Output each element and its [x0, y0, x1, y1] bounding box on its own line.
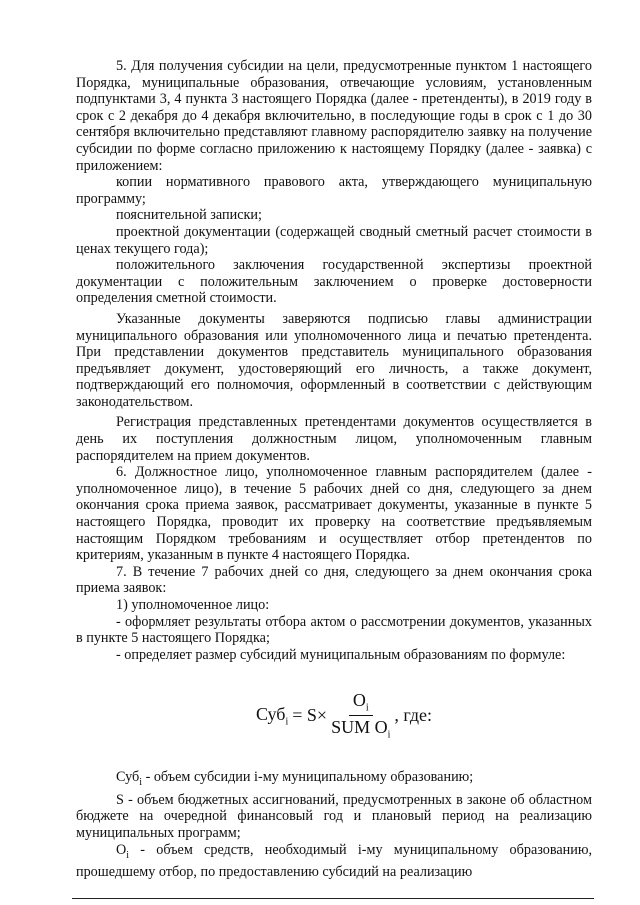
formula-lhs: Суб$_i$	[255, 703, 289, 728]
formula-fraction	[331, 690, 390, 740]
registration-paragraph: Регистрация представленных претендентами документов осуществляется в день их поступления должностным лицом, уполномоченным главным распорядителем на прием документов.	[76, 414, 592, 464]
formula-tail: , где:	[394, 704, 433, 725]
attachment-item-4: положительного заключения государственной экспертизы проектной документации с положительным заключением о проверке достоверности определения сметной стоимости.	[76, 257, 592, 307]
paragraph-6: 6. Должностное лицо, уполномоченное главным распорядителем (далее - уполномоченное лицо), в течение 5 рабочих дней со дня, следующего за днем окончания срока приема заявок, рассматривает документы, указанные в пункте 5 настоящего Порядка, проводит их проверку на соответствие предъявляемым настоящим Порядком требованиям и осуществляет отбор претендентов по критериям, указанным в пункте 4 настоящего Порядка.	[76, 464, 592, 564]
attachment-item-1: копии нормативного правового акта, утверждающего муниципальную программу;	[76, 174, 592, 207]
paragraph-5: 5. Для получения субсидии на цели, предусмотренные пунктом 1 настоящего Порядка, муниципальные образования, отвечающие условиям, установленным подпунктами 3, 4 пункта 3 настоящего Порядка (далее - претенденты), в 2019 году в срок с 2 декабря до 4 декабря включительно, в последующие годы в срок с 1 до 30 сентября включительно представляют главному распорядителю заявку на получение субсидии по форме согласно приложению к настоящему Порядку (далее - заявка) с приложением:	[76, 58, 592, 174]
definition-o: $O_i$ - объем средств, необходимый i-му муниципальному образованию, прошедшему отбор, по предоставлению субсидий на реализацию	[76, 841, 592, 880]
definition-sub: Суб$_i$ - объем субсидии i-му муниципальному образованию;	[116, 769, 474, 789]
formula-numerator: $O_i$	[349, 690, 373, 716]
subitem-1: 1) уполномоченное лицо:	[116, 597, 270, 613]
definition-s: S - объем бюджетных ассигнований, предусмотренных в законе об областном бюджете на очередной финансовый год и плановый период на реализацию муниципальных программ;	[76, 791, 592, 841]
formula-denominator: SUM $O_i$	[331, 716, 391, 741]
subitem-dash-1: - оформляет результаты отбора актом о рассмотрении документов, указанных в пункте 5 настоящего Порядка;	[76, 613, 592, 647]
subitem-dash-2: - определяет размер субсидий муниципальным образованиям по формуле:	[116, 646, 566, 663]
attachment-item-2: пояснительной записки;	[116, 207, 262, 224]
formula-equals: = S×	[292, 704, 328, 725]
attachment-item-3: проектной документации (содержащей сводный сметный расчет стоимости в ценах текущего года);	[76, 223, 592, 257]
page-bottom-rule	[72, 898, 594, 899]
documents-certification-paragraph: Указанные документы заверяются подписью главы администрации муниципального образования или уполномоченного лица и печатью претендента. При представлении документов представитель муниципального образования предъявляет документ, удостоверяющий его личность, а также документ, подтверждающий его полномочия, оформленный в соответствии с действующим законодательством.	[76, 310, 592, 410]
paragraph-7: 7. В течение 7 рабочих дней со дня, следующего за днем окончания срока приема заявок:	[76, 563, 592, 597]
subsidy-formula	[96, 683, 592, 747]
